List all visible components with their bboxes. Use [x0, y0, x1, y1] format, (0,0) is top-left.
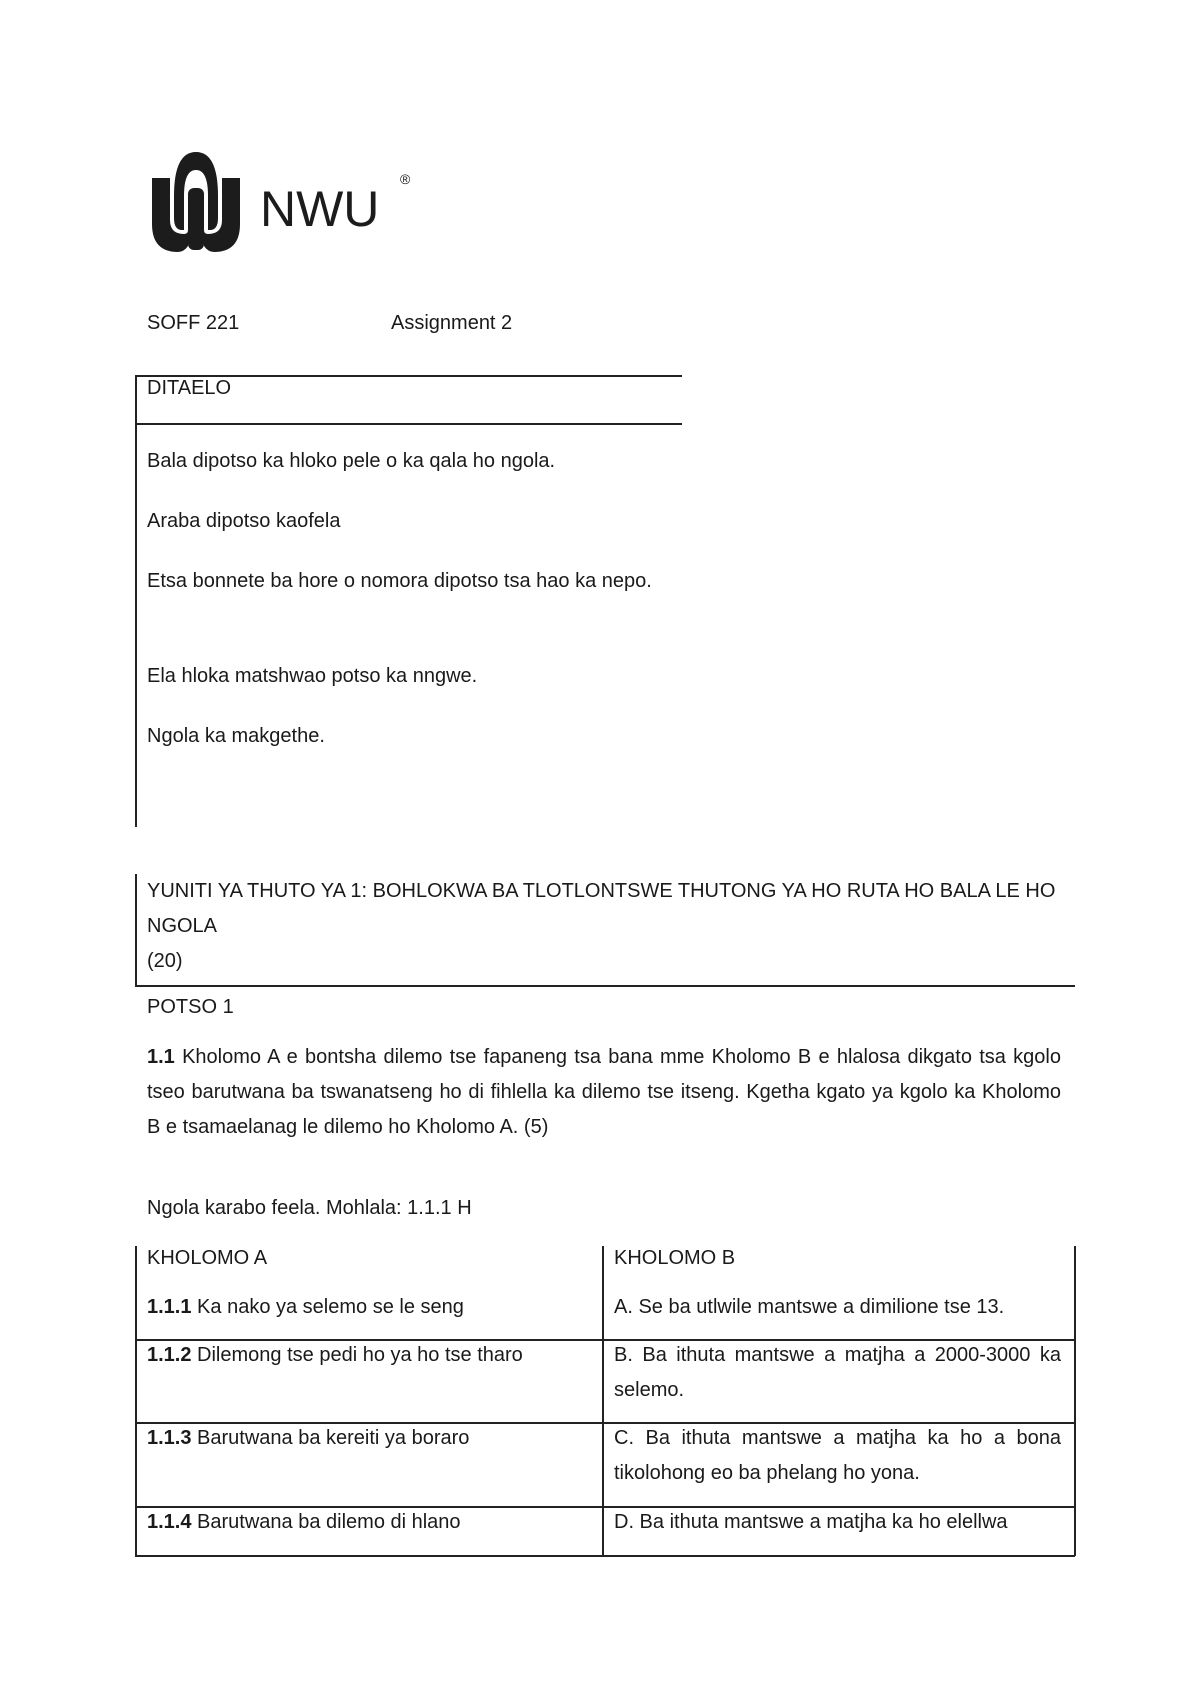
question-marks: (5): [523, 1116, 549, 1138]
question-note: Ngola karabo feela. Mohlala: 1.1.1 H: [147, 1197, 472, 1219]
row-number: 1.1.3: [147, 1427, 192, 1449]
table-middle-border: [602, 1246, 604, 1556]
table-cell-b: D. Ba ithuta mantswe a matjha ka ho elellwa: [614, 1511, 1008, 1533]
assignment-title: Assignment 2: [391, 312, 513, 334]
instruction-item: Ela hloka matshwao potso ka nngwe.: [147, 665, 478, 687]
unit-title: YUNITI YA THUTO YA 1: BOHLOKWA BA TLOTLONTSWE THUTONG YA HO RUTA HO BALA LE HO NGOLA: [147, 880, 1056, 937]
table-cell-b: B. Ba ithuta mantswe a matjha a 2000-3000 ka selemo.: [614, 1344, 1061, 1401]
row-number: 1.1.4: [147, 1511, 192, 1533]
row-number: 1.1.2: [147, 1344, 192, 1366]
table-header-b: KHOLOMO B: [614, 1247, 736, 1269]
logo-text: NWU: [260, 181, 380, 237]
instructions-heading-border: [135, 423, 682, 425]
question-text: [147, 1040, 1061, 1145]
instruction-item: Araba dipotso kaofela: [147, 510, 341, 532]
table-header-a: KHOLOMO A: [147, 1247, 268, 1269]
nwu-logo: [148, 148, 418, 258]
instruction-item: Ngola ka makgethe.: [147, 725, 325, 747]
table-cell-a: [147, 1338, 587, 1373]
unit-title-block: [147, 874, 1067, 979]
registered-mark: ®: [400, 171, 411, 187]
nwu-logo-mark-icon: [148, 148, 418, 258]
question-heading: POTSO 1: [147, 996, 234, 1018]
unit-left-border: [135, 874, 137, 986]
row-text-a: Dilemong tse pedi ho ya ho tse tharo: [197, 1344, 523, 1366]
table-right-border: [1074, 1246, 1076, 1556]
table-cell-a: [147, 1505, 587, 1540]
instructions-left-border: [135, 375, 137, 827]
question-body: Kholomo A e bontsha dilemo tse fapaneng tsa bana mme Kholomo B e hlalosa dikgato tsa kgolo tseo barutwana ba tswanatseng ho di fihlella ka dilemo tse itseng. Kgetha kgato ya kgolo ka Kholomo B e tsamaelanag le dilemo ho Kholomo A.: [147, 1046, 1061, 1138]
unit-marks: (20): [147, 950, 183, 972]
table-cell-a: [147, 1421, 587, 1456]
row-text-a: Barutwana ba kereiti ya boraro: [197, 1427, 470, 1449]
table-cell-b: C. Ba ithuta mantswe a matjha ka ho a bona tikolohong eo ba phelang ho yona.: [614, 1427, 1061, 1484]
table-bottom-border: [135, 1555, 1075, 1557]
question-number: 1.1: [147, 1046, 175, 1068]
table-left-border: [135, 1246, 137, 1556]
row-number: 1.1.1: [147, 1296, 192, 1318]
course-code: SOFF 221: [147, 312, 240, 334]
unit-bottom-border: [135, 985, 1075, 987]
row-text-a: Barutwana ba dilemo di hlano: [197, 1511, 461, 1533]
instruction-item: Bala dipotso ka hloko pele o ka qala ho ngola.: [147, 450, 556, 472]
table-cell-b: A. Se ba utlwile mantswe a dimilione tse 13.: [614, 1296, 1005, 1318]
instruction-item: Etsa bonnete ba hore o nomora dipotso tsa hao ka nepo.: [147, 570, 652, 592]
row-text-a: Ka nako ya selemo se le seng: [197, 1296, 464, 1318]
instructions-heading: DITAELO: [147, 377, 232, 399]
table-cell-a: [147, 1290, 587, 1325]
